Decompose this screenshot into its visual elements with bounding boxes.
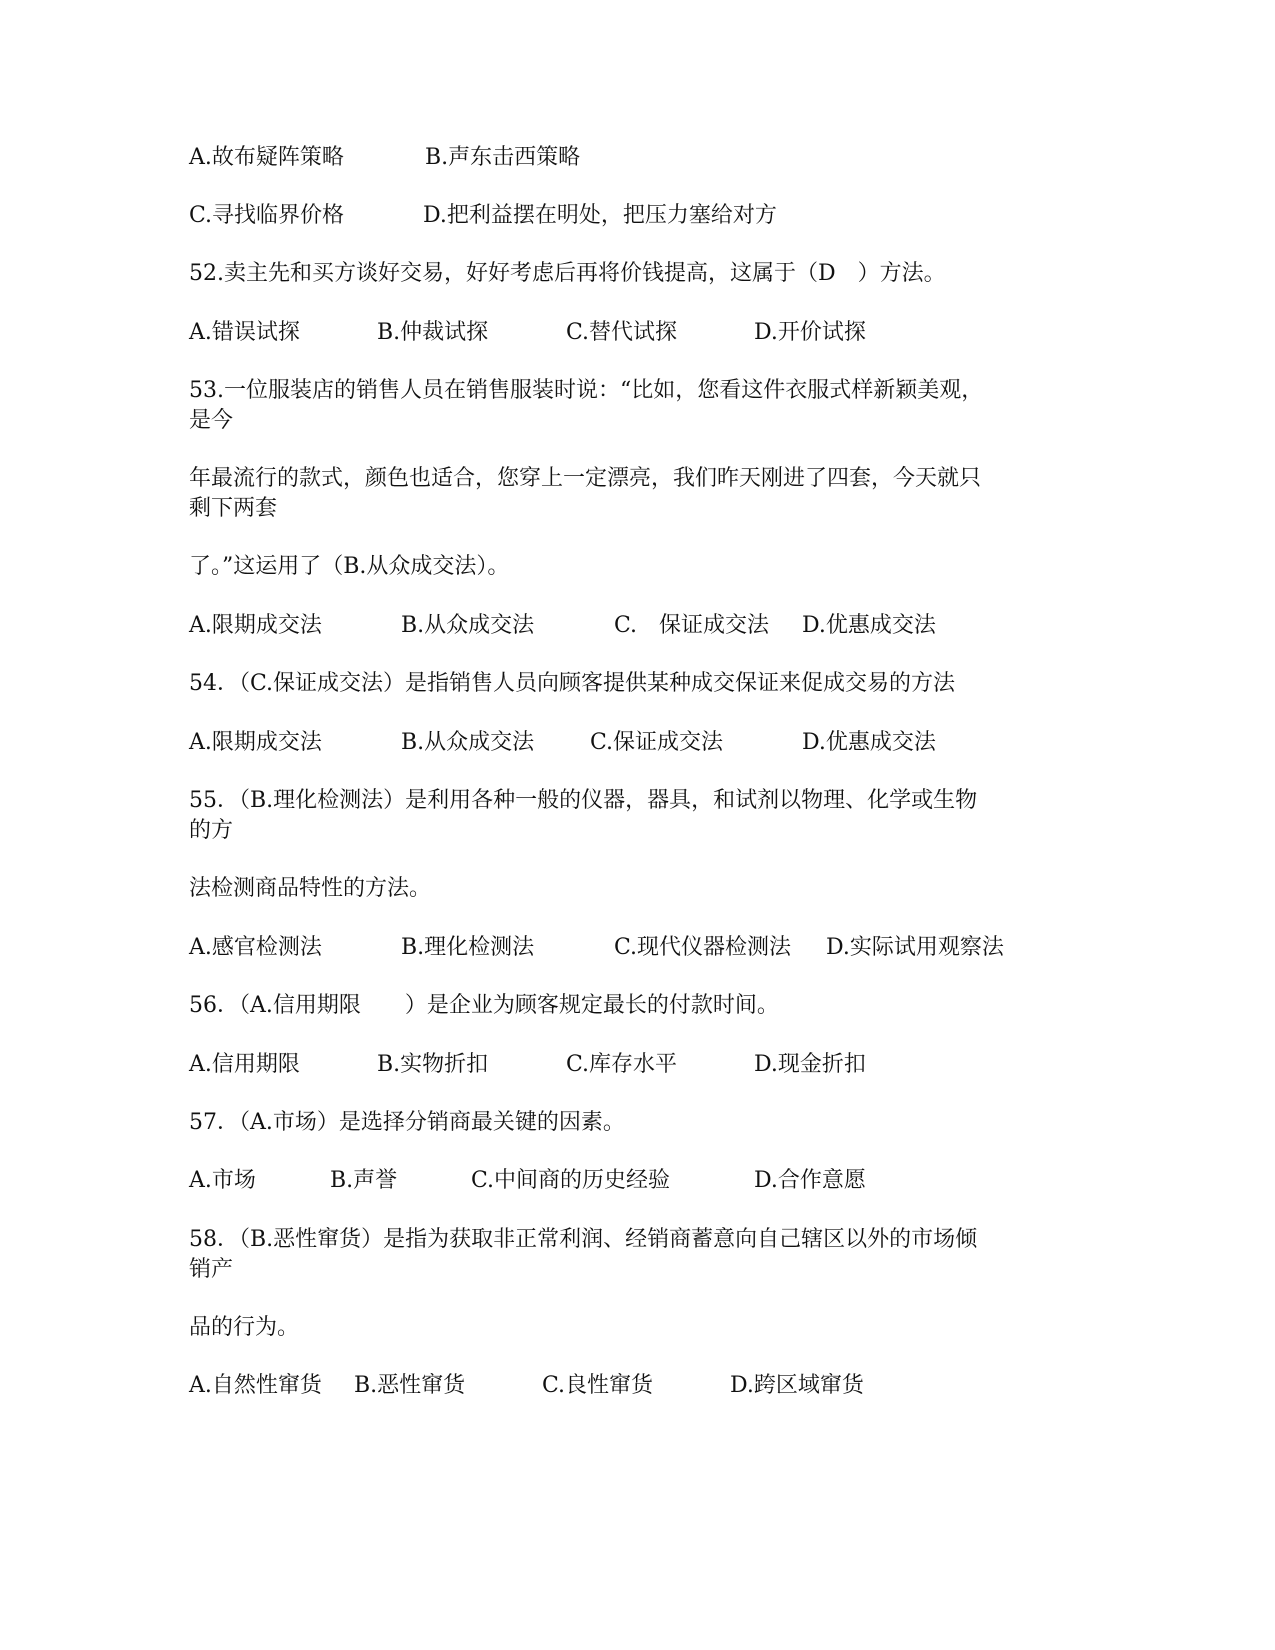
q52-option-c: C.替代试探 [566,320,678,345]
q55-option-d: D.实际试用观察法 [826,935,1004,960]
q53-option-b: B.从众成交法 [401,613,535,638]
q57-option-c: C.中间商的历史经验 [471,1168,671,1193]
q53-option-c: C. 保证成交法 [614,613,770,638]
q56-option-c: C.库存水平 [566,1052,678,1077]
q58-stem-line-3: 品的行为。 [189,1315,300,1340]
q52-option-a: A.错误试探 [189,320,300,345]
q57-option-d: D.合作意愿 [754,1168,866,1193]
q52-option-b: B.仲裁试探 [377,320,489,345]
q53-stem-line-5: 了。”这运用了（B.从众成交法）。 [189,554,510,579]
q54-option-b: B.从众成交法 [401,730,535,755]
q58-option-d: D.跨区域窜货 [730,1373,864,1398]
q54-option-a: A.限期成交法 [189,730,322,755]
q56-option-d: D.现金折扣 [754,1052,866,1077]
q54-option-c: C.保证成交法 [590,730,724,755]
q51-option-b: B.声东击西策略 [425,145,581,170]
q58-option-a: A.自然性窜货 [189,1373,322,1398]
q55-option-c: C.现代仪器检测法 [614,935,792,960]
q53-option-d: D.优惠成交法 [802,613,936,638]
q55-stem-line-1: 55．（B.理化检测法）是利用各种一般的仪器，器具，和试剂以物理、化学或生物 [189,788,978,813]
q58-option-c: C.良性窜货 [542,1373,654,1398]
q52-stem: 52.卖主先和买方谈好交易，好好考虑后再将价钱提高，这属于（D ）方法。 [189,261,946,286]
q58-stem-line-1: 58．（B.恶性窜货）是指为获取非正常利润、经销商蓄意向自己辖区以外的市场倾 [189,1227,978,1252]
q54-option-d: D.优惠成交法 [802,730,936,755]
q56-option-a: A.信用期限 [189,1052,300,1077]
q56-option-b: B.实物折扣 [377,1052,489,1077]
q54-stem: 54．（C.保证成交法）是指销售人员向顾客提供某种成交保证来促成交易的方法 [189,671,956,696]
q51-option-d: D.把利益摆在明处，把压力塞给对方 [423,203,777,228]
q55-stem-line-3: 法检测商品特性的方法。 [189,876,432,901]
q58-option-b: B.恶性窜货 [354,1373,466,1398]
q53-stem-line-1: 53.一位服装店的销售人员在销售服装时说：“比如，您看这件衣服式样新颖美观， [189,378,984,403]
q53-stem-line-3: 年最流行的款式，颜色也适合，您穿上一定漂亮，我们昨天刚进了四套，今天就只 [189,466,982,491]
q53-option-a: A.限期成交法 [189,613,322,638]
q55-stem-line-2: 的方 [189,818,234,843]
q56-stem: 56．（A.信用期限 ）是企业为顾客规定最长的付款时间。 [189,993,779,1018]
q53-stem-line-2: 是今 [189,408,234,433]
q51-option-a: A.故布疑阵策略 [189,145,344,170]
q53-stem-line-4: 剩下两套 [189,496,278,521]
q55-option-b: B.理化检测法 [401,935,535,960]
q57-stem: 57．（A.市场）是选择分销商最关键的因素。 [189,1110,625,1135]
q52-option-d: D.开价试探 [754,320,866,345]
q55-option-a: A.感官检测法 [189,935,322,960]
q58-stem-line-2: 销产 [189,1257,234,1282]
q57-option-a: A.市场 [189,1168,256,1193]
q57-option-b: B.声誉 [330,1168,398,1193]
q51-option-c: C.寻找临界价格 [189,203,345,228]
